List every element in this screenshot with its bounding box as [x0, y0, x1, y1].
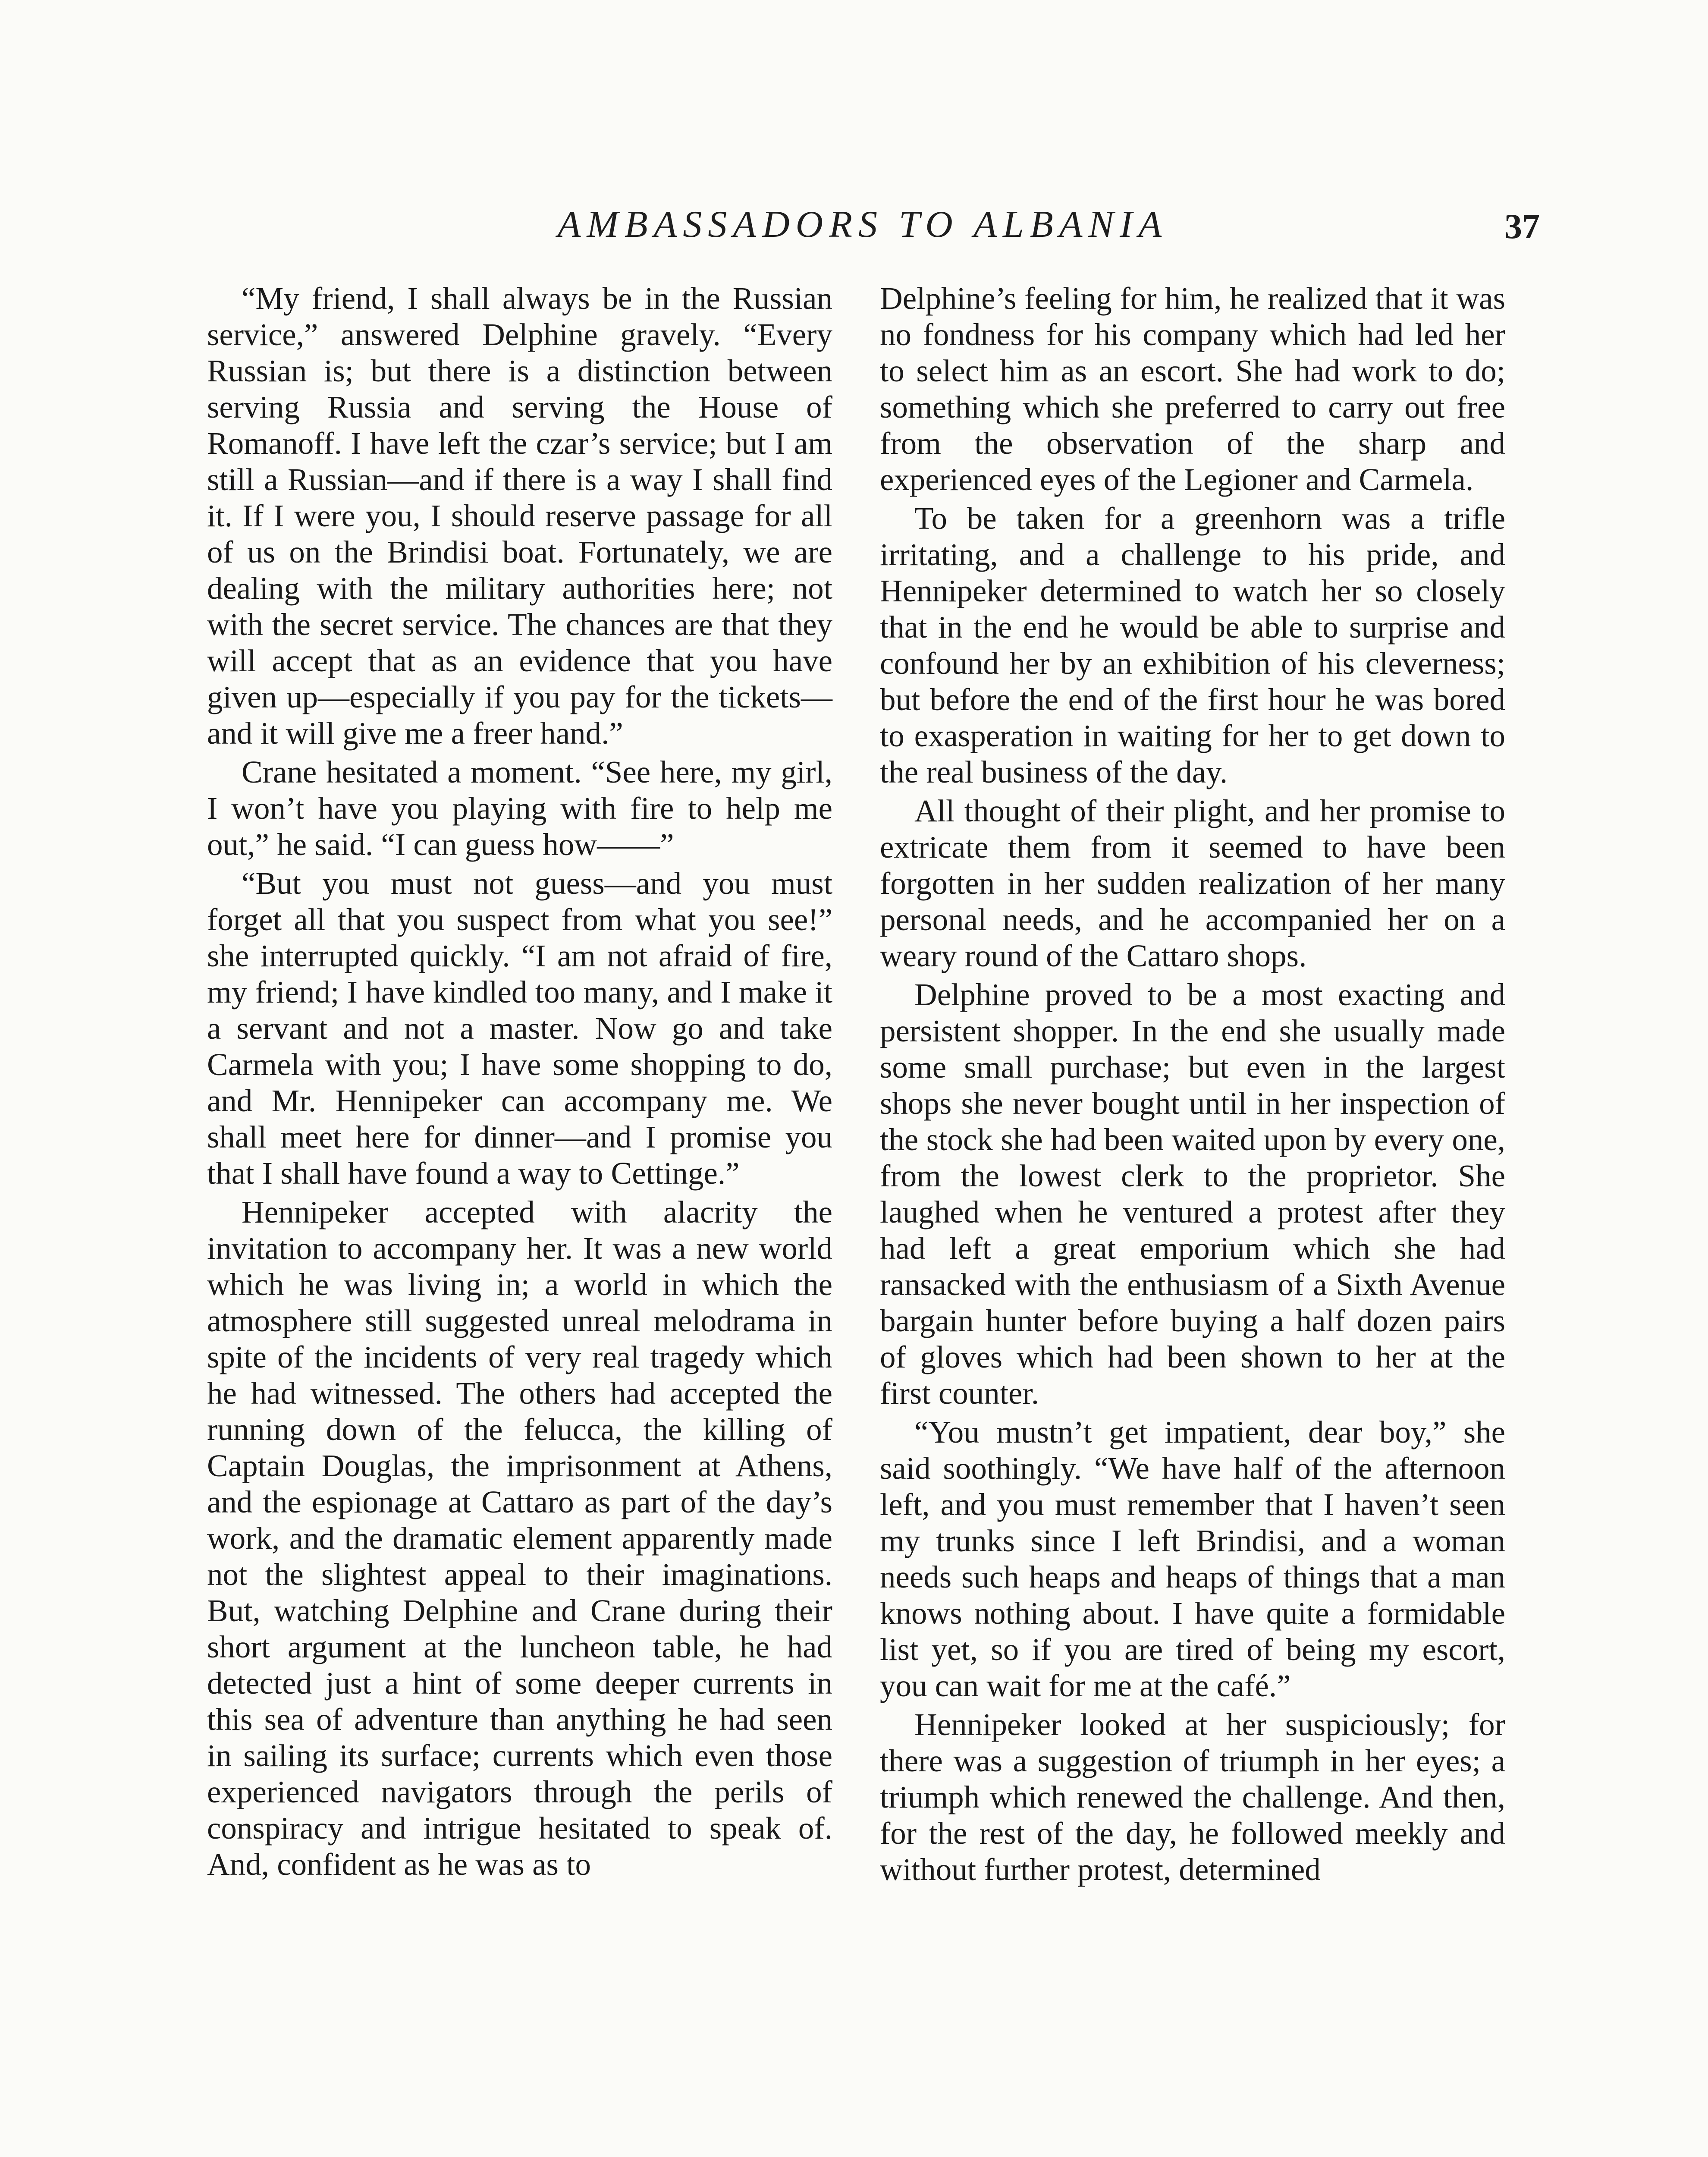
paragraph: “My friend, I shall always be in the Russian service,” answered Delphine gravely. “Every Russian is; but there is a distinction between serving Russia and serving the House of Romanoff. I have left the czar’s service; but I am still a Russian—and if there is a way I shall find it. If I were you, I should reserve passage for all of us on the Brindisi boat. Fortunately, we are dealing with the military authorities here; not with the secret service. The chances are that they will accept that as an evidence that you have given up—especially if you pay for the tickets—and it will give me a freer hand.”	[207, 281, 832, 751]
running-head-title: AMBASSADORS TO ALBANIA	[557, 204, 1168, 245]
paragraph: To be taken for a greenhorn was a trifle irritating, and a challenge to his pride, and Hennipeker determined to watch her so closely that in the end he would be able to surprise and confound her by an exhibition of his cleverness; but before the end of the first hour he was bored to exasperation in waiting for her to get down to the real business of the day.	[880, 501, 1505, 789]
right-column	[880, 280, 1505, 1890]
paragraph: Hennipeker looked at her suspiciously; for there was a suggestion of triumph in her eyes; a triumph which renewed the challenge. And then, for the rest of the day, he followed meekly and without further protest, determined	[880, 1707, 1505, 1887]
paragraph: Delphine proved to be a most exacting and persistent shopper. In the end she usually made some small purchase; but even in the largest shops she never bought until in her inspection of the stock she had been waited upon by every one, from the lowest clerk to the proprietor. She laughed when he ventured a protest after they had left a great emporium which she had ransacked with the enthusiasm of a Sixth Avenue bargain hunter before buying a half dozen pairs of gloves which had been shown to her at the first counter.	[880, 977, 1505, 1411]
paragraph: “You mustn’t get impatient, dear boy,” she said soothingly. “We have half of the afternoon left, and you must remember that I haven’t seen my trunks since I left Brindisi, and a woman needs such heaps and heaps of things that a man knows nothing about. I have quite a formidable list yet, so if you are tired of being my escort, you can wait for me at the café.”	[880, 1415, 1505, 1703]
paragraph: All thought of their plight, and her promise to extricate them from it seemed to have been forgotten in her sudden realization of her many personal needs, and he accompanied her on a weary round of the Cattaro shops.	[880, 793, 1505, 973]
paragraph-continuation: Delphine’s feeling for him, he realized that it was no fondness for his company which had led her to select him as an escort. She had work to do; something which she preferred to carry out free from the observation of the sharp and experienced eyes of the Legioner and Carmela.	[880, 281, 1505, 497]
left-column	[207, 280, 832, 1885]
paragraph: Hennipeker accepted with alacrity the invitation to accompany her. It was a new world which he was living in; a world in which the atmosphere still suggested unreal melodrama in spite of the incidents of very real tragedy which he had witnessed. The others had accepted the running down of the felucca, the killing of Captain Douglas, the imprisonment at Athens, and the espionage at Cattaro as part of the day’s work, and the dramatic element apparently made not the slightest appeal to their imaginations. But, watching Delphine and Crane during their short argument at the luncheon table, he had detected just a hint of some deeper currents in this sea of adventure than anything he had seen in sailing its surface; currents which even those experienced navigators through the perils of conspiracy and intrigue hesitated to speak of. And, confident as he was as to	[207, 1195, 832, 1882]
page-number: 37	[1504, 207, 1540, 246]
paragraph: Crane hesitated a moment. “See here, my girl, I won’t have you playing with fire to help me out,” he said. “I can guess how——”	[207, 755, 832, 862]
paragraph: “But you must not guess—and you must forget all that you suspect from what you see!” she interrupted quickly. “I am not afraid of fire, my friend; I have kindled too many, and I make it a servant and not a master. Now go and take Carmela with you; I have some shopping to do, and Mr. Hennipeker can accompany me. We shall meet here for dinner—and I promise you that I shall have found a way to Cettinge.”	[207, 866, 832, 1191]
